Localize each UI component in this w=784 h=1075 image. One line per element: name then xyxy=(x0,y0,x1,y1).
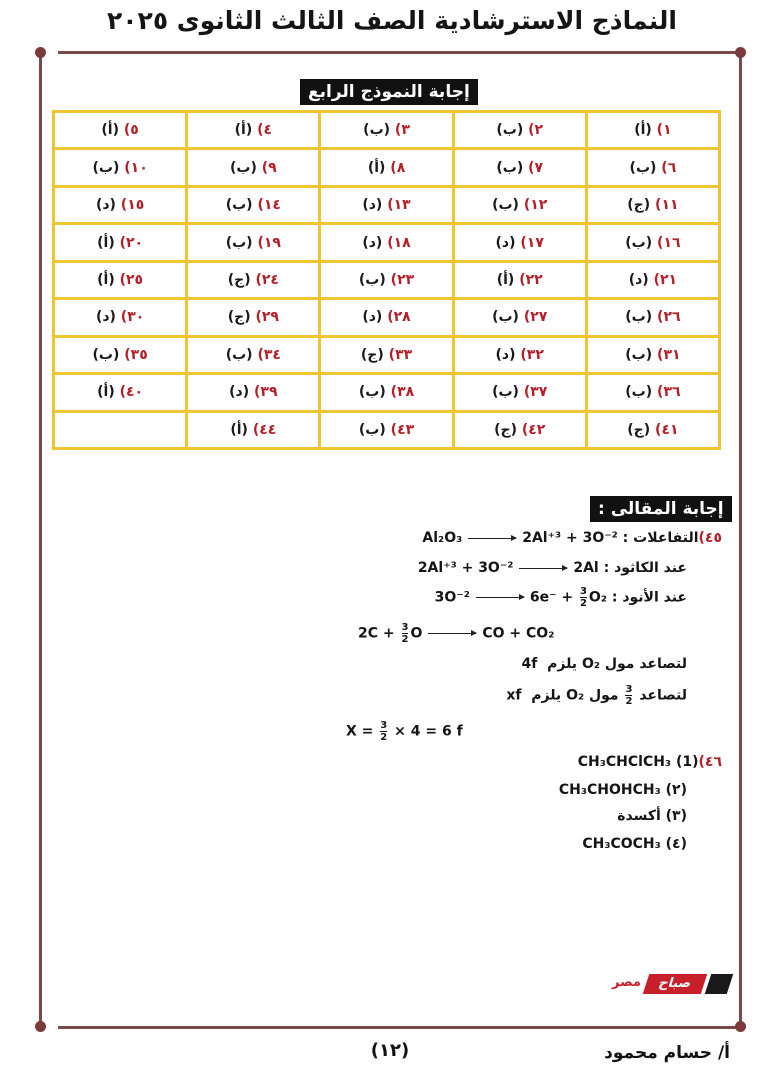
answer-choice: (د) xyxy=(362,197,383,214)
answer-cell xyxy=(320,299,453,336)
answer-choice: (ب) xyxy=(492,197,519,214)
answer-choice: (د) xyxy=(362,309,383,326)
answer-cell xyxy=(453,186,586,223)
question-number: ٧) xyxy=(528,159,544,176)
answer-choice: (د) xyxy=(362,234,383,251)
answer-cell xyxy=(320,149,453,186)
answer-cell xyxy=(54,299,187,336)
question-number: ١٨) xyxy=(387,234,411,251)
part-formula: CH₃COCH₃ xyxy=(582,836,661,852)
q45-number: ٤٥) xyxy=(698,530,722,546)
frame-corner-dot xyxy=(35,1021,46,1032)
answer-cell xyxy=(54,261,187,298)
answer-cell xyxy=(453,112,586,149)
question-number: ١٣) xyxy=(387,197,411,214)
question-number: ١٧) xyxy=(520,234,544,251)
table-row xyxy=(54,186,720,223)
answer-choice: (ج) xyxy=(627,197,651,214)
question-number: ٣٠) xyxy=(120,309,145,326)
answer-choice: (ج) xyxy=(627,421,651,438)
answer-choice: (أ) xyxy=(496,271,515,288)
part-formula: CH₃CHOHCH₃ xyxy=(558,782,661,798)
answer-choice: (ب) xyxy=(225,234,253,251)
question-number: ١٥) xyxy=(120,197,145,214)
question-number: ٢٢) xyxy=(519,271,543,288)
result-lhs: X = xyxy=(346,723,374,740)
answer-cell xyxy=(320,112,453,149)
q46-part-3 xyxy=(617,808,687,824)
question-number: ٣١) xyxy=(657,346,681,363)
frame-right-line xyxy=(739,51,742,1026)
answer-cell xyxy=(320,411,453,449)
answer-cell xyxy=(187,149,320,186)
q45-combustion-line xyxy=(358,622,554,645)
answer-cell xyxy=(54,374,187,411)
watermark-text-misr: مصر xyxy=(612,975,641,990)
q45-reactions-line xyxy=(422,530,722,546)
question-number: ١٢) xyxy=(523,197,548,214)
question-number: ٣٩) xyxy=(254,384,278,401)
answer-cell xyxy=(187,374,320,411)
answer-cell xyxy=(453,149,586,186)
part-label: (1) xyxy=(675,754,699,770)
question-number: ٣٤) xyxy=(257,346,281,363)
frame-corner-dot xyxy=(735,47,746,58)
question-number: ١٦) xyxy=(657,234,681,251)
answer-choice: (ب) xyxy=(625,234,653,251)
answer-choice: (ب) xyxy=(625,346,653,363)
part-label: (٢) xyxy=(665,782,687,798)
answer-choice: (ب) xyxy=(496,122,524,139)
reaction-arrow xyxy=(428,633,476,634)
answer-cell xyxy=(320,224,453,261)
question-number: ٦) xyxy=(661,159,677,176)
frame-corner-dot xyxy=(35,47,46,58)
answer-choice: (ب) xyxy=(492,384,519,401)
equation-left: Al₂O₃ xyxy=(422,530,463,546)
answer-choice: (د) xyxy=(628,271,649,288)
answer-cell xyxy=(187,112,320,149)
answer-cell xyxy=(586,374,719,411)
question-number: ٣٥) xyxy=(124,346,148,363)
answer-cell xyxy=(187,336,320,373)
answer-table xyxy=(52,110,721,450)
question-number: ٣٧) xyxy=(523,384,548,401)
question-number: ٤٢) xyxy=(521,421,546,438)
q45-reactions-equation xyxy=(422,530,617,546)
question-number: ١٤) xyxy=(257,197,281,214)
answer-cell xyxy=(187,299,320,336)
answer-cell xyxy=(586,112,719,149)
question-number: ٨) xyxy=(390,159,406,176)
q46-number: ٤٦) xyxy=(698,754,722,770)
answer-choice: (د) xyxy=(95,197,116,214)
reaction-arrow xyxy=(476,597,524,598)
answer-cell xyxy=(54,411,187,449)
table-row xyxy=(54,149,720,186)
question-number: ٢٥) xyxy=(119,271,144,288)
cathode-equation xyxy=(418,560,599,576)
answer-cell xyxy=(187,261,320,298)
answer-cell xyxy=(586,149,719,186)
answer-choice: (ب) xyxy=(363,122,391,139)
question-number: ٩) xyxy=(261,159,277,176)
answer-choice: (أ) xyxy=(634,122,652,139)
frame-left-line xyxy=(39,51,42,1026)
answer-choice: (ب) xyxy=(225,346,253,363)
answer-choice: (د) xyxy=(229,384,250,401)
fraction-three-halves: $\frac{3}{2}$ xyxy=(380,720,388,743)
equation-right: 6e⁻ + xyxy=(529,589,574,606)
question-number: ٢١) xyxy=(653,271,678,288)
question-number: ٣٢) xyxy=(520,346,544,363)
answer-choice: (ب) xyxy=(92,346,120,363)
answer-cell xyxy=(54,112,187,149)
answer-cell xyxy=(453,374,586,411)
table-row xyxy=(54,112,720,149)
q46-part-2 xyxy=(559,782,687,798)
q46-part-1 xyxy=(578,754,722,770)
question-number: ٤٤) xyxy=(252,421,277,438)
equation-right: 2Al xyxy=(573,560,599,576)
question-number: ٤) xyxy=(257,122,273,139)
reaction-arrow xyxy=(468,538,516,539)
question-number: ١) xyxy=(656,122,672,139)
mcq-section-title: إجابة النموذج الرابع xyxy=(300,79,478,105)
fraction-three-halves: $\frac{3}{2}$ xyxy=(401,622,409,645)
part-label: (٤) xyxy=(665,836,687,852)
answer-choice: (ج) xyxy=(494,421,517,438)
question-number: ٣٨) xyxy=(390,384,415,401)
page-title: النماذج الاسترشادية الصف الثالث الثانوى ٢٠٢٥ xyxy=(107,6,677,35)
relation-value: xf xyxy=(506,687,522,704)
answer-cell xyxy=(586,336,719,373)
answer-cell xyxy=(187,186,320,223)
watermark-logo xyxy=(612,972,730,998)
part-label: (٣) xyxy=(665,808,687,824)
question-number: ٤١) xyxy=(655,421,679,438)
question-number: ٥) xyxy=(123,122,139,139)
answer-choice: (ب) xyxy=(229,159,257,176)
equation-right: O₂ xyxy=(588,589,607,606)
frame-top-line xyxy=(58,51,738,54)
answer-choice: (ب) xyxy=(496,159,524,176)
question-number: ٢٧) xyxy=(523,309,548,326)
table-row xyxy=(54,224,720,261)
watermark-bar xyxy=(705,974,733,994)
result-rhs: × 4 = 6 f xyxy=(394,723,463,740)
answer-cell xyxy=(586,261,719,298)
answer-choice: (ب) xyxy=(492,309,519,326)
answer-cell xyxy=(54,336,187,373)
question-number: ٢٠) xyxy=(119,234,144,251)
answer-choice: (ب) xyxy=(358,421,386,438)
reaction-arrow xyxy=(519,568,567,569)
answer-cell xyxy=(586,224,719,261)
q45-relation-1 xyxy=(522,656,687,672)
answer-choice: (أ) xyxy=(97,384,115,401)
answer-cell xyxy=(320,186,453,223)
cathode-label: عند الكاثود : xyxy=(603,560,687,576)
answer-choice: (ب) xyxy=(358,384,386,401)
question-number: ١٠) xyxy=(124,159,148,176)
page-number: (١٢) xyxy=(370,1040,410,1061)
part-text: أكسدة xyxy=(617,808,661,824)
answer-cell xyxy=(187,224,320,261)
author-name: أ/ حسام محمود xyxy=(604,1043,730,1063)
frame-corner-dot xyxy=(735,1021,746,1032)
fraction-three-halves: $\frac{3}{2}$ xyxy=(625,684,633,707)
answer-choice: (أ) xyxy=(234,122,253,139)
answer-cell xyxy=(586,299,719,336)
question-number: ٤٣) xyxy=(390,421,415,438)
answer-cell xyxy=(320,336,453,373)
answer-cell xyxy=(453,299,586,336)
answer-choice: (أ) xyxy=(230,421,248,438)
equation-left: 2Al⁺³ + 3O⁻² xyxy=(417,560,514,576)
part-formula: CH₃CHClCH₃ xyxy=(577,754,672,770)
answer-choice: (ب) xyxy=(92,159,120,176)
answer-cell xyxy=(54,149,187,186)
equation-left: 2C + xyxy=(358,625,395,642)
question-number: ١٩) xyxy=(257,234,281,251)
question-number: ٢٤) xyxy=(255,271,279,288)
q45-result xyxy=(346,720,463,743)
relation-value: 4f xyxy=(521,656,538,672)
question-number: ٢٨) xyxy=(387,309,411,326)
answer-choice: (أ) xyxy=(97,271,115,288)
answer-choice: (د) xyxy=(495,346,516,363)
answer-choice: (أ) xyxy=(367,159,386,176)
question-number: ٢) xyxy=(528,122,544,139)
answer-choice: (أ) xyxy=(101,122,120,139)
table-row xyxy=(54,261,720,298)
frame-bottom-line xyxy=(58,1026,738,1029)
anode-label: عند الأنود : xyxy=(611,589,687,606)
answer-cell xyxy=(586,411,719,449)
table-row xyxy=(54,374,720,411)
watermark-text-sabah: صباح xyxy=(643,974,707,994)
question-number: ٣٦) xyxy=(657,384,681,401)
answer-choice: (ب) xyxy=(225,197,253,214)
answer-choice: (د) xyxy=(495,234,516,251)
answer-cell xyxy=(453,224,586,261)
answer-choice: (ج) xyxy=(360,346,384,363)
question-number: ١١) xyxy=(655,197,679,214)
answer-cell xyxy=(453,411,586,449)
q45-cathode-line xyxy=(418,560,687,576)
essay-section-title: إجابة المقالى : xyxy=(590,496,732,522)
q45-reactions-label: التفاعلات : xyxy=(622,530,699,546)
answer-choice: (ج) xyxy=(227,309,251,326)
table-row xyxy=(54,336,720,373)
answer-choice: (ج) xyxy=(227,271,251,288)
answer-cell xyxy=(453,336,586,373)
answer-cell xyxy=(54,186,187,223)
answer-choice: (ب) xyxy=(625,384,653,401)
answer-cell xyxy=(187,411,320,449)
table-row xyxy=(54,299,720,336)
answer-choice: (ب) xyxy=(625,309,653,326)
question-number: ٣٣) xyxy=(388,346,413,363)
answer-cell xyxy=(453,261,586,298)
answer-cell xyxy=(586,186,719,223)
question-number: ٤٠) xyxy=(119,384,144,401)
answer-choice: (د) xyxy=(95,309,116,326)
relation-text: مول O₂ يلزم xyxy=(531,687,619,704)
relation-text: لتصاعد مول O₂ يلزم xyxy=(547,656,687,672)
table-row xyxy=(54,411,720,449)
anode-equation xyxy=(435,586,607,609)
q45-anode-line xyxy=(435,586,687,609)
equation-right: CO + CO₂ xyxy=(482,625,555,642)
equation-left: 3O⁻² xyxy=(434,589,470,606)
relation-text: لتصاعد xyxy=(639,687,687,704)
answer-choice: (أ) xyxy=(97,234,115,251)
answer-choice: (ب) xyxy=(629,159,657,176)
equation-left: O xyxy=(410,625,423,642)
question-number: ٣) xyxy=(394,122,410,139)
question-number: ٢٦) xyxy=(657,309,681,326)
question-number: ٢٣) xyxy=(390,271,415,288)
answer-cell xyxy=(320,374,453,411)
equation-right: 2Al⁺³ + 3O⁻² xyxy=(522,530,618,546)
q45-relation-2 xyxy=(506,684,687,707)
question-number: ٢٩) xyxy=(255,309,279,326)
answer-cell xyxy=(54,224,187,261)
answer-choice: (ب) xyxy=(358,271,386,288)
answer-cell xyxy=(320,261,453,298)
fraction-three-halves: $\frac{3}{2}$ xyxy=(579,586,587,609)
q46-part-4 xyxy=(582,836,687,852)
